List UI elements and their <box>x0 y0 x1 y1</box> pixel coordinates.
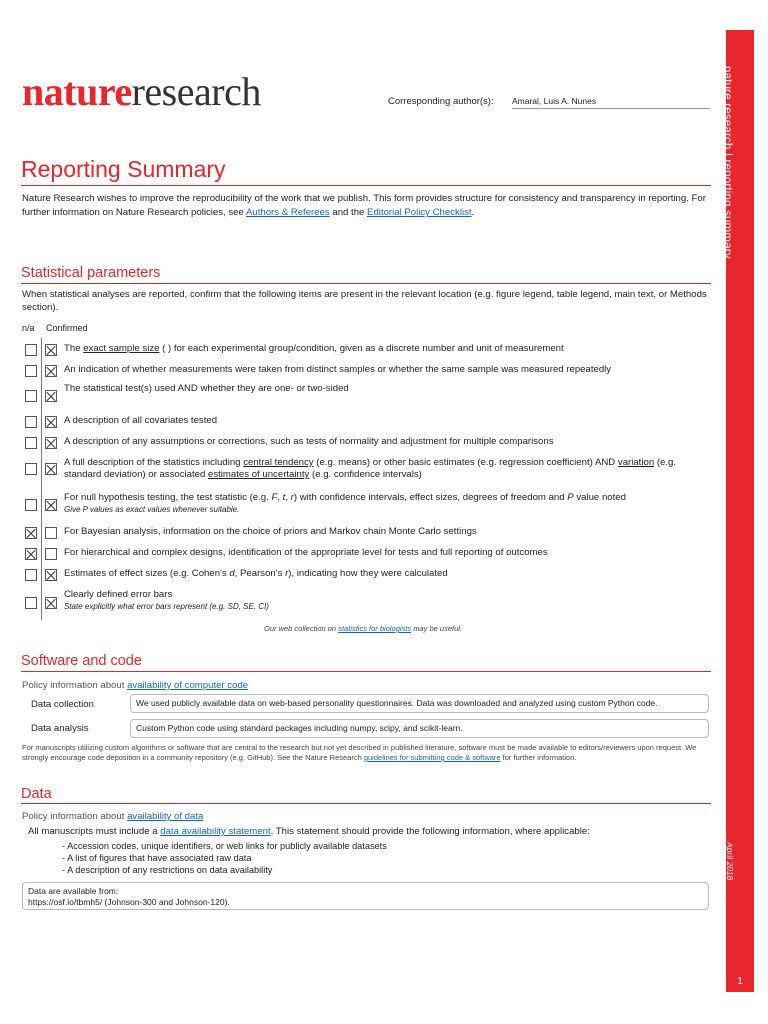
checkbox-confirmed-1[interactable] <box>45 344 57 356</box>
data-policy: Policy information about availability of data <box>22 811 204 822</box>
checkbox-na-3[interactable] <box>25 390 37 402</box>
checkbox-confirmed-4[interactable] <box>45 416 57 428</box>
checkbox-na-10[interactable] <box>25 569 37 581</box>
editorial-policy-link[interactable]: Editorial Policy Checklist <box>367 207 472 218</box>
checklist-item-8: For Bayesian analysis, information on the choice of priors and Markov chain Monte Carlo settings <box>64 526 477 537</box>
checkbox-na-6[interactable] <box>25 463 37 475</box>
checkbox-confirmed-10[interactable] <box>45 569 57 581</box>
title-rule <box>21 185 711 186</box>
section-heading-data: Data <box>21 786 52 802</box>
checklist-item-7-note: Give P values as exact values whenever suitable. <box>64 505 240 514</box>
data-analysis-label: Data analysis <box>31 723 89 734</box>
data-statement-line: Data are available from: <box>28 886 119 896</box>
data-bullet: - A description of any restrictions on data availability <box>62 865 273 875</box>
data-collection-field[interactable]: We used publicly available data on web-based personality questionnaires. Data was downloaded and analyzed using custom Python code. <box>130 694 709 713</box>
logo <box>22 69 261 114</box>
checkbox-confirmed-2[interactable] <box>45 365 57 377</box>
corresponding-author-label: Corresponding author(s): <box>388 96 494 107</box>
checkbox-confirmed-3[interactable] <box>45 390 57 402</box>
column-divider <box>41 338 42 620</box>
checklist-item-4: A description of all covariates tested <box>64 415 218 426</box>
column-na: n/a <box>22 323 35 333</box>
page-title: Reporting Summary <box>21 156 226 182</box>
data-statement-field[interactable] <box>22 882 709 910</box>
section-rule <box>21 671 711 672</box>
software-note: For manuscripts utilizing custom algorithms or software that are central to the research but not yet described in published literature, software must be made available to editors/reviewers upon request. We strongly encourage code deposition in a community repository (e.g. GitHub). See the Nature Research guidelines for submitting code & software for further information. <box>22 743 697 762</box>
checklist-item-11-note: State explicitly what error bars represent (e.g. SD, SE, CI) <box>64 602 269 611</box>
data-intro: All manuscripts must include a data availability statement. This statement should provide the following information, where applicable: <box>28 826 590 837</box>
software-policy: Policy information about availability of computer code <box>22 680 249 691</box>
authors-referees-link[interactable]: Authors & Referees <box>245 207 330 218</box>
section-rule <box>21 803 711 804</box>
checkbox-na-2[interactable] <box>25 365 37 377</box>
logo-research: research <box>131 69 261 114</box>
data-bullet: - Accession codes, unique identifiers, or web links for publicly available datasets <box>62 841 387 851</box>
checkbox-na-4[interactable] <box>25 416 37 428</box>
checklist-item-10: Estimates of effect sizes (e.g. Cohen's d, Pearson's r), indicating how they were calculated <box>64 568 448 579</box>
checkbox-na-7[interactable] <box>25 499 37 511</box>
checkbox-confirmed-9[interactable] <box>45 548 57 560</box>
checklist-item-9: For hierarchical and complex designs, identification of the appropriate level for tests and full reporting of outcomes <box>64 547 548 558</box>
stats-web-note: Our web collection on statistics for biologists may be useful. <box>263 624 463 633</box>
section-rule <box>21 283 711 284</box>
checkbox-confirmed-11[interactable] <box>45 597 57 609</box>
checkbox-na-5[interactable] <box>25 437 37 449</box>
corresponding-author-field[interactable]: Amaral, Luis A. Nunes <box>512 96 710 109</box>
section-heading-statistics: Statistical parameters <box>21 265 161 281</box>
checklist-item-2: An indication of whether measurements were taken from distinct samples or whether the same sample was measured repeatedly <box>64 364 612 375</box>
sidebar-date: April 2018 <box>725 842 735 881</box>
intro-paragraph: Nature Research wishes to improve the reproducibility of the work that we publish. This form provides structure for consistency and transparency in reporting. For further information on Nature Research policies, see Authors & Referees and the Editorial Policy Checklist. <box>22 193 706 218</box>
checklist-item-7: For null hypothesis testing, the test statistic (e.g. F, t, r) with confidence intervals, effect sizes, degrees of freedom and P value noted Give P values as exact values whenever suitable. <box>64 492 626 514</box>
data-collection-label: Data collection <box>31 699 94 710</box>
logo-nature: nature <box>22 69 132 114</box>
checklist-item-5: A description of any assumptions or corrections, such as tests of normality and adjustment for multiple comparisons <box>64 436 554 447</box>
statistics-for-biologists-link[interactable]: statistics for biologists <box>338 624 412 633</box>
stats-description: When statistical analyses are reported, confirm that the following items are present in the relevant location (e.g. figure legend, table legend, main text, or Methods section). <box>22 289 707 313</box>
data-availability-link[interactable]: data availability statement <box>160 826 271 837</box>
section-heading-software: Software and code <box>21 653 142 669</box>
checklist-item-3: The statistical test(s) used AND whether they are one- or two-sided <box>64 383 349 394</box>
availability-of-data-link[interactable]: availability of data <box>127 811 204 822</box>
checkbox-confirmed-5[interactable] <box>45 437 57 449</box>
checkbox-na-11[interactable] <box>25 597 37 609</box>
sidebar-title: nature research | reporting summary <box>721 66 733 259</box>
data-analysis-field[interactable]: Custom Python code using standard packages including numpy, scipy, and scikit-learn. <box>130 719 709 738</box>
checkbox-confirmed-6[interactable] <box>45 463 57 475</box>
checklist-item-11: Clearly defined error bars State explicitly what error bars represent (e.g. SD, SE, CI) <box>64 589 269 611</box>
checkbox-confirmed-7[interactable] <box>45 499 57 511</box>
checkbox-na-8[interactable] <box>25 527 37 539</box>
computer-code-link[interactable]: availability of computer code <box>127 680 249 691</box>
code-guidelines-link[interactable]: guidelines for submitting code & software <box>363 753 501 762</box>
data-bullet: - A list of figures that have associated raw data <box>62 853 252 863</box>
sidebar-band <box>721 30 754 992</box>
checkbox-na-9[interactable] <box>25 548 37 560</box>
column-confirmed: Confirmed <box>46 323 88 333</box>
page-number: 1 <box>737 976 743 987</box>
checklist-item-6: A full description of the statistics including central tendency (e.g. means) or other basic estimates (e.g. regression coefficient) AND variation (e.g. standard deviation) or associated estimates of uncertainty (e.g. confidence intervals) <box>64 457 677 480</box>
data-statement-line: https://osf.io/tbmh5/ (Johnson-300 and Johnson-120). <box>28 897 230 907</box>
checkbox-confirmed-8[interactable] <box>45 527 57 539</box>
checkbox-na-1[interactable] <box>25 344 37 356</box>
checklist-item-1: The exact sample size ( ) for each experimental group/condition, given as a discrete number and unit of measurement <box>64 343 564 354</box>
